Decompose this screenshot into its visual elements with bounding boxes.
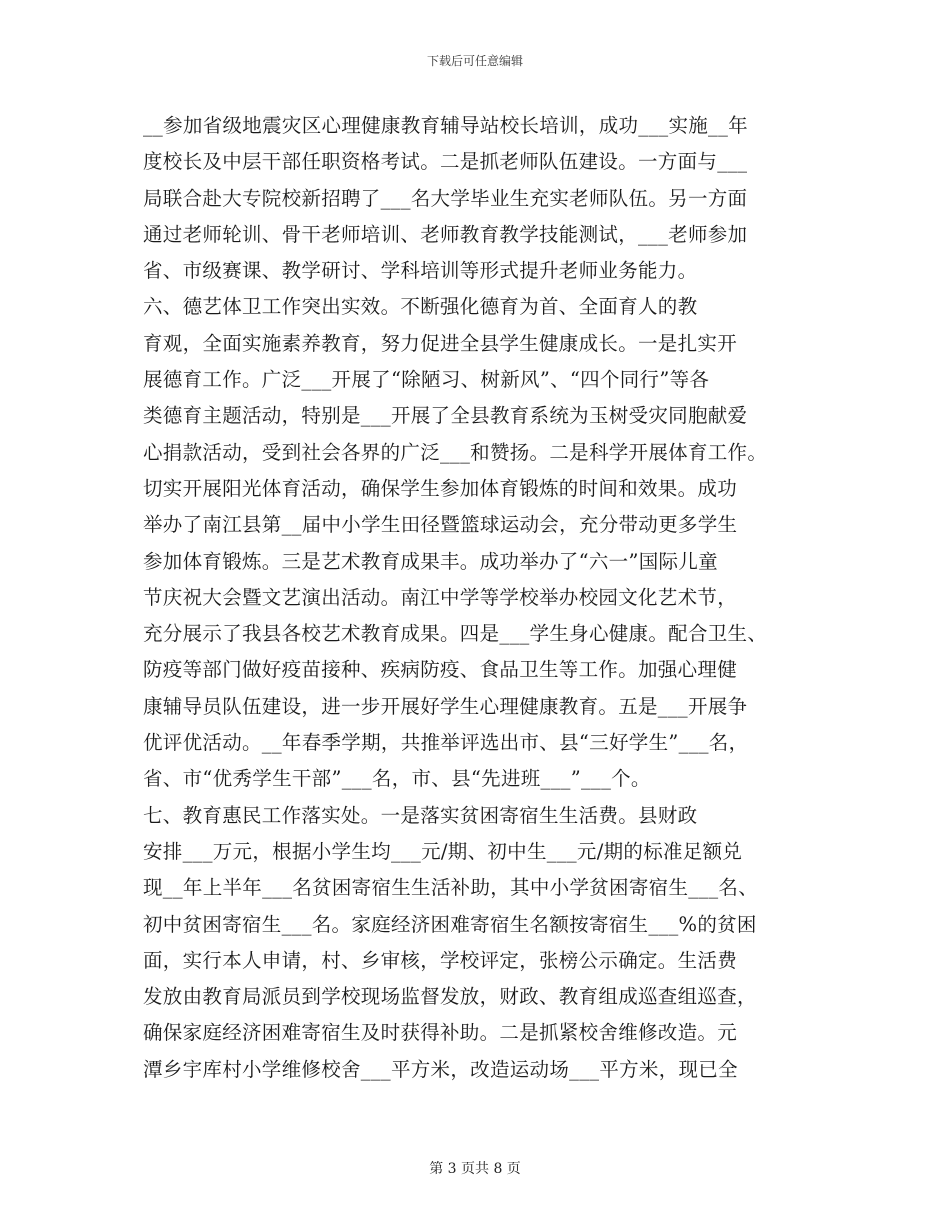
text-line: 心捐款活动，受到社会各界的广泛___和赞扬。二是科学开展体育工作。 xyxy=(143,440,768,464)
text-line: 初中贫困寄宿生___名。家庭经济困难寄宿生名额按寄宿生___%的贫困 xyxy=(143,912,757,936)
text-line: 省、市级赛课、教学研讨、学科培训等形式提升老师业务能力。 xyxy=(143,259,698,283)
text-line: 六、德艺体卫工作突出实效。不断强化德育为首、全面育人的教 xyxy=(143,295,698,319)
text-line: 参加体育锻炼。三是艺术教育成果丰。成功举办了“六一”国际儿童 xyxy=(143,549,718,573)
text-line: 确保家庭经济困难寄宿生及时获得补助。二是抓紧校舍维修改造。元 xyxy=(143,1021,738,1045)
text-line: 安排___万元，根据小学生均___元/期、初中生___元/期的标准足额兑 xyxy=(143,839,743,863)
text-line: 节庆祝大会暨文艺演出活动。南江中学等学校举办校园文化艺术节， xyxy=(143,585,738,609)
text-line: 育观，全面实施素养教育，努力促进全县学生健康成长。一是扎实开 xyxy=(143,331,738,355)
document-body xyxy=(143,108,833,1088)
text-line: 省、市“优秀学生干部”___名，市、县“先进班___”___个。 xyxy=(143,767,651,791)
text-line: 防疫等部门做好疫苗接种、疾病防疫、食品卫生等工作。加强心理健 xyxy=(143,658,738,682)
text-line: 举办了南江县第__届中小学生田径暨篮球运动会，充分带动更多学生 xyxy=(143,513,738,537)
text-line: 发放由教育局派员到学校现场监督发放，财政、教育组成巡查组巡查， xyxy=(143,985,757,1009)
text-line: 七、教育惠民工作落实处。一是落实贫困寄宿生生活费。县财政 xyxy=(143,803,698,827)
text-line: 充分展示了我县各校艺术教育成果。四是___学生身心健康。配合卫生、 xyxy=(143,622,768,646)
text-line: 局联合赴大专院校新招聘了___名大学毕业生充实老师队伍。另一方面 xyxy=(143,186,748,210)
page-number: 第 3 页共 8 页 xyxy=(429,1161,521,1177)
text-line: 康辅导员队伍建设，进一步开展好学生心理健康教育。五是___开展争 xyxy=(143,694,748,718)
text-line: 现__年上半年___名贫困寄宿生生活补助，其中小学贫困寄宿生___名、 xyxy=(143,876,758,900)
text-line: 度校长及中层干部任职资格考试。二是抓老师队伍建设。一方面与___ xyxy=(143,150,748,174)
text-line: 通过老师轮训、骨干老师培训、老师教育教学技能测试，___老师参加 xyxy=(143,222,748,246)
text-line: 类德育主题活动，特别是___开展了全县教育系统为玉树受灾同胞献爱 xyxy=(143,404,748,428)
text-line: 面，实行本人申请，村、乡审核，学校评定，张榜公示确定。生活费 xyxy=(143,948,738,972)
text-line: 优评优活动。__年春季学期，共推举评选出市、县“三好学生”___名， xyxy=(143,731,749,755)
text-line: 潭乡宇库村小学维修校舍___平方米，改造运动场___平方米，现已全 xyxy=(143,1057,738,1081)
text-line: __参加省级地震灾区心理健康教育辅导站校长培训，成功___实施__年 xyxy=(143,114,748,137)
page-header: 下载后可任意编辑 xyxy=(426,54,523,68)
text-line: 展德育工作。广泛___开展了“除陋习、树新风”、“四个同行”等各 xyxy=(143,368,710,392)
text-line: 切实开展阳光体育活动，确保学生参加体育锻炼的时间和效果。成功 xyxy=(143,476,738,500)
